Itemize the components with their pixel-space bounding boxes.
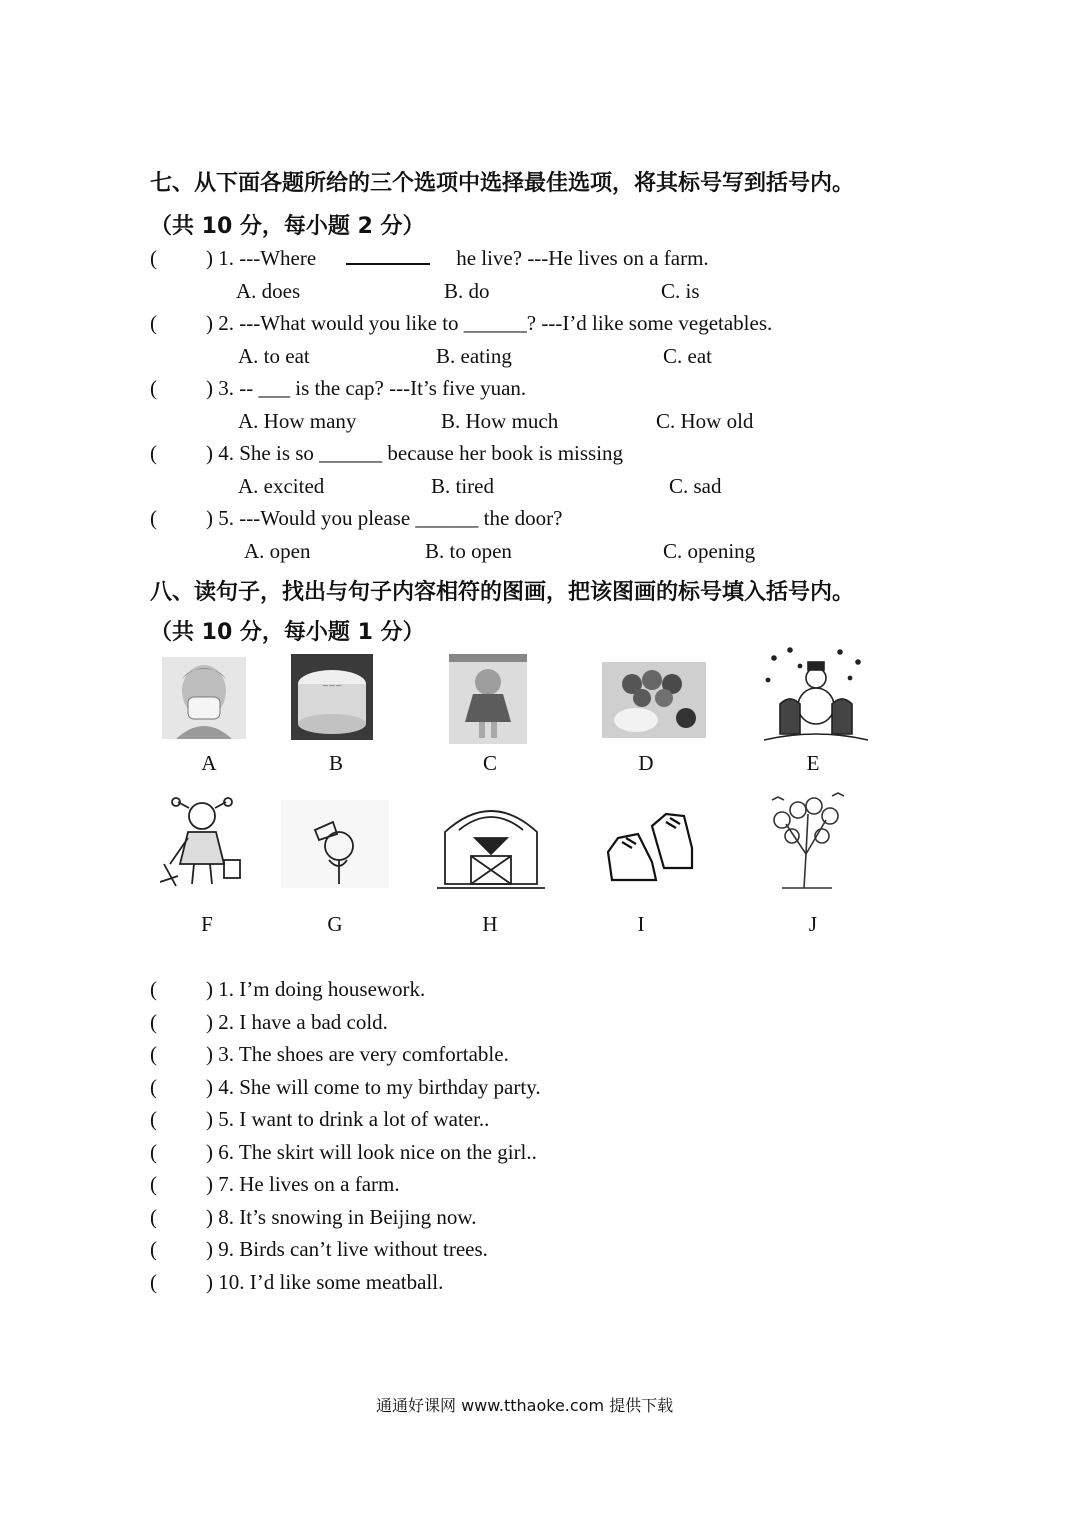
q2-option-a: A. to eat (238, 344, 310, 368)
snowman-snow-drawing-icon (760, 644, 872, 744)
picture-label-f: F (201, 912, 213, 936)
q5-option-b: B. to open (425, 539, 512, 563)
answer-bracket[interactable]: ( (150, 1107, 157, 1131)
question-1: ( ) 1. ---Where he live? ---He lives on a farm. (150, 246, 709, 270)
answer-bracket[interactable]: ( (150, 1205, 157, 1229)
shoes-drawing-icon (604, 808, 696, 888)
sentence-4: ( ) 4. She will come to my birthday party. (150, 1075, 541, 1099)
q4-option-c: C. sad (669, 474, 722, 498)
answer-bracket[interactable]: ( (150, 1140, 157, 1164)
picture-label-g: G (327, 912, 343, 936)
section8-title: 八、读句子，找出与句子内容相符的图画，把该图画的标号填入括号内。 (150, 580, 855, 605)
picture-label-e: E (806, 751, 820, 775)
q5-option-a: A. open (244, 539, 311, 563)
question-5: ( ) 5. ---Would you please ______ the door? (150, 506, 563, 530)
q3-option-a: A. How many (238, 409, 357, 433)
footer-credit: 通通好课网 www.tthaoke.com 提供下载 (376, 1396, 674, 1415)
answer-bracket[interactable]: ( (150, 1237, 157, 1261)
answer-bracket[interactable]: ( (150, 311, 157, 335)
drinking-water-drawing-icon (281, 800, 389, 888)
answer-bracket[interactable]: ( (150, 1270, 157, 1294)
girl-in-skirt-photo-icon (449, 654, 527, 744)
boy-blowing-nose-photo-icon (162, 657, 246, 739)
question-4: ( ) 4. She is so ______ because her book is missing (150, 441, 624, 465)
section8-score: （共 10 分，每小题 1 分） (150, 620, 425, 645)
answer-bracket[interactable]: ( (150, 1010, 157, 1034)
tree-with-birds-drawing-icon (752, 784, 862, 894)
picture-label-i: I (637, 912, 645, 936)
q4-option-a: A. excited (238, 474, 325, 498)
section7-score: （共 10 分，每小题 2 分） (150, 214, 425, 239)
meatball-food-photo-icon (602, 662, 706, 738)
q3-option-b: B. How much (441, 409, 559, 433)
sentence-3: ( ) 3. The shoes are very comfortable. (150, 1042, 509, 1066)
farm-barn-drawing-icon (437, 796, 545, 892)
answer-bracket[interactable]: ( (150, 1075, 157, 1099)
q2-option-b: B. eating (436, 344, 512, 368)
q1-option-a: A. does (236, 279, 301, 303)
sentence-8: ( ) 8. It’s snowing in Beijing now. (150, 1205, 477, 1229)
fill-blank[interactable] (346, 247, 430, 265)
q1-option-c: C. is (661, 279, 700, 303)
q1-option-b: B. do (444, 279, 490, 303)
question-3: ( ) 3. -- ___ is the cap? ---It’s five yuan. (150, 376, 527, 400)
picture-label-h: H (482, 912, 498, 936)
question-2: ( ) 2. ---What would you like to ______? ---I’d like some vegetables. (150, 311, 773, 335)
q3-option-c: C. How old (656, 409, 754, 433)
sentence-2: ( ) 2. I have a bad cold. (150, 1010, 388, 1034)
picture-label-j: J (808, 912, 818, 936)
answer-bracket[interactable]: ( (150, 1172, 157, 1196)
sentence-10: ( ) 10. I’d like some meatball. (150, 1270, 444, 1294)
answer-bracket[interactable]: ( (150, 441, 157, 465)
answer-bracket[interactable]: ( (150, 506, 157, 530)
answer-bracket[interactable]: ( (150, 977, 157, 1001)
sentence-9: ( ) 9. Birds can’t live without trees. (150, 1237, 488, 1261)
picture-label-d: D (638, 751, 654, 775)
answer-bracket[interactable]: ( (150, 246, 157, 270)
q5-option-c: C. opening (663, 539, 756, 563)
sentence-6: ( ) 6. The skirt will look nice on the girl.. (150, 1140, 537, 1164)
sentence-7: ( ) 7. He lives on a farm. (150, 1172, 400, 1196)
picture-label-b: B (328, 751, 343, 775)
svg-text:~~~: ~~~ (321, 681, 343, 690)
answer-bracket[interactable]: ( (150, 376, 157, 400)
q4-option-b: B. tired (431, 474, 494, 498)
girl-sweeping-drawing-icon (160, 794, 248, 890)
sentence-1: ( ) 1. I’m doing housework. (150, 977, 426, 1001)
q2-option-c: C. eat (663, 344, 712, 368)
picture-label-c: C (482, 751, 497, 775)
birthday-cake-photo-icon (291, 654, 373, 740)
picture-label-a: A (201, 751, 217, 775)
sentence-5: ( ) 5. I want to drink a lot of water.. (150, 1107, 490, 1131)
section7-title: 七、从下面各题所给的三个选项中选择最佳选项，将其标号写到括号内。 (150, 171, 855, 196)
answer-bracket[interactable]: ( (150, 1042, 157, 1066)
